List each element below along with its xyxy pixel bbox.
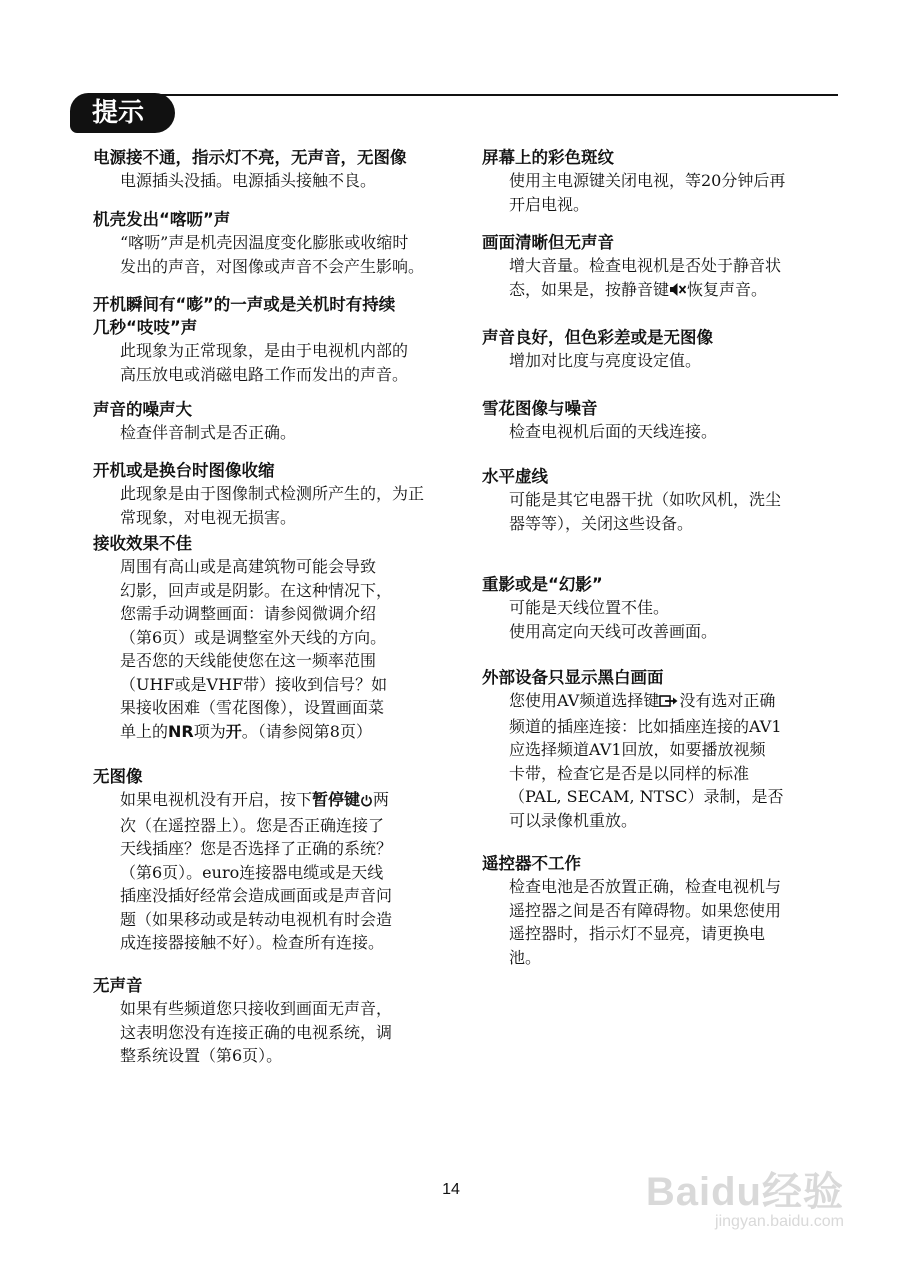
tip-title: 接收效果不佳 bbox=[93, 534, 192, 553]
reception-tail: 。（请参阅第8页） bbox=[241, 721, 372, 741]
tip-title: 遥控器不工作 bbox=[482, 854, 581, 873]
no-picture-text-a: 如果电视机没有开启，按下 bbox=[120, 790, 313, 809]
pause-key-label: 暂停键 bbox=[312, 790, 361, 809]
tip-body: 此现象为正常现象，是由于电视机内部的 高压放电或消磁电路工作而发出的声音。 bbox=[120, 341, 409, 384]
av-input-icon bbox=[659, 691, 679, 715]
watermark-url: jingyan.baidu.com bbox=[715, 1213, 844, 1230]
tip-body: 可能是天线位置不佳。 使用高定向天线可改善画面。 bbox=[509, 598, 718, 641]
tip-body: 检查伴音制式是否正确。 bbox=[120, 423, 297, 442]
tip-sound-noise bbox=[93, 398, 465, 445]
tip-horizontal-lines bbox=[482, 465, 844, 535]
no-picture-text-b: 两 次（在遥控器上）。您是否正确连接了 天线插座？您是否选择了正确的系统？ （第6页）。euro连接器电缆或是天线 插座没插好经常会造成画面或是声音问 题（如果移动或是转动电视机有时会造 成连接器接触不好）。检查所有连接。 bbox=[120, 790, 393, 952]
tip-title: 屏幕上的彩色斑纹 bbox=[482, 148, 614, 167]
tip-body bbox=[482, 254, 844, 303]
tip-body: “喀呖”声是机壳因温度变化膨胀或收缩时 发出的声音，对图像或声音不会产生影响。 bbox=[120, 233, 425, 276]
av-text-b: 没有选对正确 频道的插座连接：比如插座连接的AV1 应选择频道AV1回放，如要播放视频 卡带，检查它是否是以同样的标准 （PAL, SECAM, NTSC）录制，是否 可以录像机重放。 bbox=[509, 691, 784, 830]
tip-color-patches bbox=[482, 146, 844, 216]
tip-title: 开机或是换台时图像收缩 bbox=[93, 461, 275, 480]
tip-poor-color bbox=[482, 326, 844, 373]
tip-title: 重影或是“幻影” bbox=[482, 575, 603, 594]
tip-title: 雪花图像与噪音 bbox=[482, 399, 598, 418]
tip-title: 水平虚线 bbox=[482, 467, 548, 486]
av-text-a: 您使用AV频道选择键 bbox=[509, 691, 660, 710]
tip-body: 检查电视机后面的天线连接。 bbox=[509, 422, 718, 441]
tip-title: 无图像 bbox=[93, 767, 143, 786]
header-rule bbox=[130, 94, 838, 96]
tip-body: 如果有些频道您只接收到画面无声音， 这表明您没有连接正确的电视系统，调 整系统设置（第6页）。 bbox=[120, 999, 393, 1065]
tip-body bbox=[93, 555, 465, 743]
tip-poor-reception bbox=[93, 532, 465, 743]
tip-body: 使用主电源键关闭电视，等20分钟后再 开启电视。 bbox=[509, 171, 786, 214]
tip-cabinet-click bbox=[93, 208, 465, 278]
reception-mid: 项为 bbox=[193, 721, 226, 741]
mute-text-b: 恢复声音。 bbox=[687, 279, 768, 299]
reception-text: 周围有高山或是高建筑物可能会导致 幻影，回声或是阴影。在这种情况下， 您需手动调整画面：请参阅微调介绍 （第6页）或是调整室外天线的方向。 是否您的天线能使您在这一频率范围 （UHF或是VHF带）接收到信号？如 果接收困难（雪花图像），设置画面菜 单上的 bbox=[120, 557, 393, 741]
tip-body: 增加对比度与亮度设定值。 bbox=[509, 351, 702, 370]
mute-text-a: 增大音量。检查电视机是否处于静音状 态，如果是，按静音键 bbox=[509, 256, 782, 299]
tip-image-shrink bbox=[93, 459, 465, 529]
watermark bbox=[646, 1160, 844, 1231]
tip-body: 此现象是由于图像制式检测所产生的，为正 常现象，对电视无损害。 bbox=[120, 484, 425, 527]
tip-no-sound bbox=[93, 974, 465, 1068]
tip-body: 检查电池是否放置正确，检查电视机与 遥控器之间是否有障碍物。如果您使用 遥控器时，指示灯不显亮，请更换电 池。 bbox=[509, 877, 782, 967]
tip-remote-not-working bbox=[482, 852, 844, 969]
tip-title: 无声音 bbox=[93, 976, 143, 995]
tip-title: 声音良好，但色彩差或是无图像 bbox=[482, 328, 713, 347]
tip-black-white bbox=[482, 666, 844, 832]
tip-clear-no-sound bbox=[482, 231, 844, 303]
tip-body: 电源插头没插。电源插头接触不良。 bbox=[120, 171, 377, 190]
tip-body: 可能是其它电器干扰（如吹风机，洗尘 器等等），关闭这些设备。 bbox=[509, 490, 782, 533]
tip-title: 电源接不通，指示灯不亮，无声音，无图像 bbox=[93, 148, 407, 167]
tip-no-power bbox=[93, 146, 465, 193]
tip-power-noise bbox=[93, 293, 465, 386]
power-icon bbox=[360, 790, 373, 814]
tip-body bbox=[482, 689, 844, 832]
watermark-brand: Baidu经验 bbox=[645, 1170, 844, 1214]
tip-title: 开机瞬间有“嘭”的一声或是关机时有持续 几秒“吱吱”声 bbox=[93, 295, 396, 337]
page-title-badge: 提示 bbox=[70, 93, 175, 133]
tip-title: 机壳发出“喀呖”声 bbox=[93, 210, 231, 229]
on-label: 开 bbox=[225, 721, 242, 741]
page-number: 14 bbox=[442, 1181, 460, 1198]
tip-no-picture bbox=[93, 765, 465, 955]
tip-title: 画面清晰但无声音 bbox=[482, 233, 614, 252]
tip-title: 外部设备只显示黑白画面 bbox=[482, 668, 664, 687]
tip-ghost-image bbox=[482, 573, 844, 643]
mute-icon bbox=[669, 280, 687, 304]
tip-title: 声音的噪声大 bbox=[93, 400, 192, 419]
tip-body bbox=[93, 788, 465, 955]
nr-label: NR bbox=[168, 721, 194, 741]
tip-snow-noise bbox=[482, 397, 844, 444]
